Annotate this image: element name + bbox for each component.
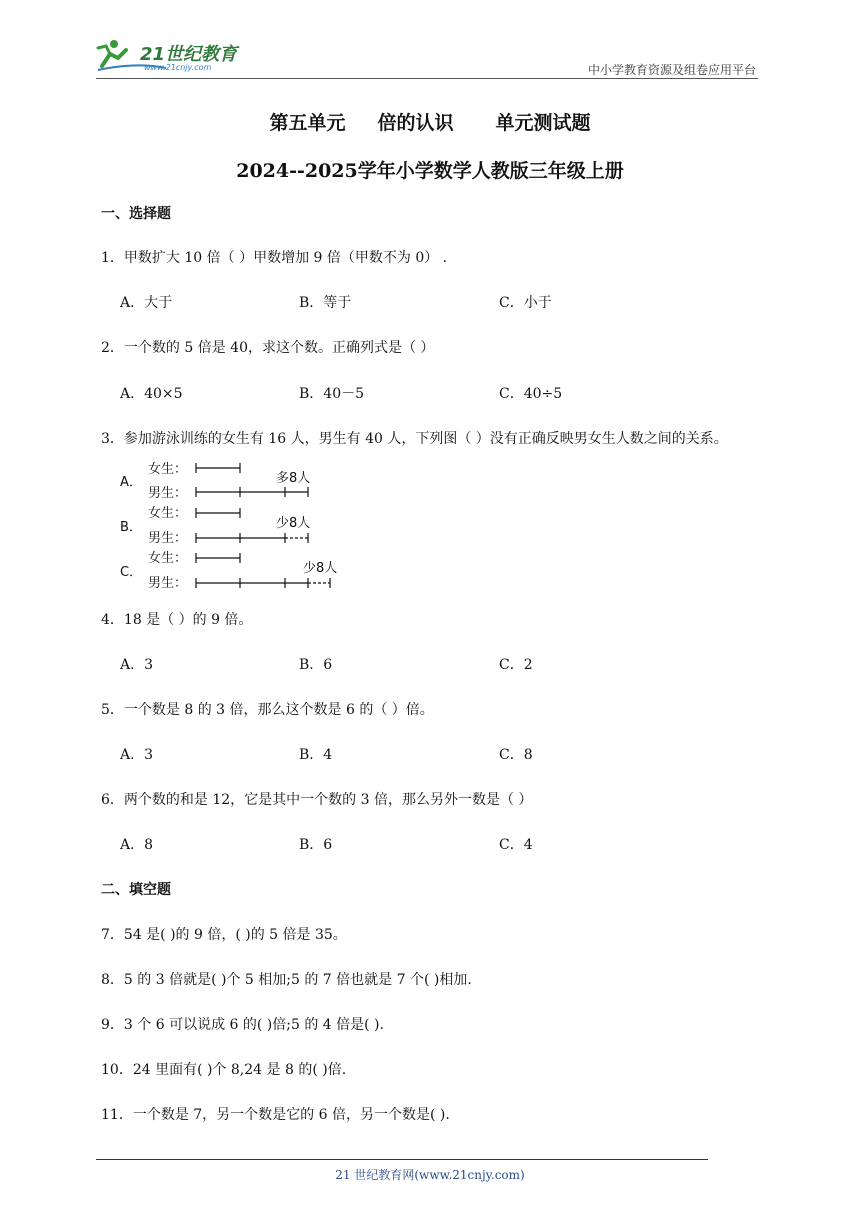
question-3: 3．参加游泳训练的女生有 16 人，男生有 40 人，下列图（ ）没有正确反映男女生人数之间的关系。 bbox=[101, 431, 728, 447]
q4-option-c: C．2 bbox=[499, 657, 533, 673]
q6-option-b: B．6 bbox=[299, 837, 333, 853]
q3-boy-c: 男生： bbox=[148, 576, 188, 591]
q3-note-a: 多8人 bbox=[276, 471, 311, 486]
page-title bbox=[0, 108, 860, 135]
q1-option-c: C．小于 bbox=[499, 295, 552, 311]
q3-girl-b: 女生： bbox=[148, 506, 188, 521]
q3-label-c: C． bbox=[120, 565, 143, 580]
q5-option-c: C．8 bbox=[499, 747, 533, 763]
question-8: 8．5 的 3 倍就是( )个 5 相加;5 的 7 倍也就是 7 个( )相加. bbox=[101, 972, 472, 988]
page-subtitle: 2024--2025学年小学数学人教版三年级上册 bbox=[236, 160, 624, 182]
q3-boy-b: 男生： bbox=[148, 531, 188, 546]
q3-label-a: A． bbox=[120, 475, 142, 490]
platform-text: 中小学教育资源及组卷应用平台 bbox=[587, 63, 756, 77]
q2-option-a: A．40×5 bbox=[120, 386, 183, 402]
question-4: 4．18 是（ ）的 9 倍。 bbox=[101, 612, 253, 628]
question-5: 5．一个数是 8 的 3 倍，那么这个数是 6 的（ ）倍。 bbox=[101, 702, 434, 718]
logo bbox=[96, 36, 256, 76]
q1-option-a: A．大于 bbox=[120, 295, 173, 311]
section-fill-heading: 二、填空题 bbox=[101, 882, 171, 898]
footer-divider bbox=[96, 1159, 708, 1160]
question-2: 2．一个数的 5 倍是 40，求这个数。正确列式是（ ） bbox=[101, 340, 435, 356]
title-topic: 倍的认识 bbox=[377, 112, 454, 134]
title-test: 单元测试题 bbox=[495, 112, 591, 134]
question-6: 6．两个数的和是 12，它是其中一个数的 3 倍，那么另外一数是（ ） bbox=[101, 792, 533, 808]
question-1: 1．甲数扩大 10 倍（ ）甲数增加 9 倍（甲数不为 0） . bbox=[101, 250, 448, 266]
q3-note-c: 少8人 bbox=[303, 561, 338, 576]
question-7: 7．54 是( )的 9 倍，( )的 5 倍是 35。 bbox=[101, 927, 347, 943]
q2-option-c: C．40÷5 bbox=[499, 386, 563, 402]
question-9: 9．3 个 6 可以说成 6 的( )倍;5 的 4 倍是( ). bbox=[101, 1017, 384, 1033]
logo-url: www.21cnjy.com bbox=[144, 63, 212, 72]
q4-option-a: A．3 bbox=[120, 657, 154, 673]
q5-option-a: A．3 bbox=[120, 747, 154, 763]
q1-option-b: B．等于 bbox=[299, 295, 352, 311]
q2-option-b: B．40－5 bbox=[299, 386, 365, 402]
q3-boy-a: 男生： bbox=[148, 486, 188, 501]
q4-option-b: B．6 bbox=[299, 657, 333, 673]
q6-option-c: C．4 bbox=[499, 837, 533, 853]
q3-diagram bbox=[118, 458, 358, 598]
q3-note-b: 少8人 bbox=[276, 516, 311, 531]
section-choice-heading: 一、选择题 bbox=[101, 206, 171, 222]
q5-option-b: B．4 bbox=[299, 747, 333, 763]
question-10: 10．24 里面有( )个 8,24 是 8 的( )倍. bbox=[101, 1062, 347, 1078]
q3-label-b: B． bbox=[120, 520, 142, 535]
title-unit: 第五单元 bbox=[269, 112, 346, 134]
footer-link[interactable]: 21 世纪教育网(www.21cnjy.com) bbox=[335, 1168, 525, 1182]
logo-text: 21世纪教育 bbox=[140, 44, 238, 65]
question-11: 11．一个数是 7，另一个数是它的 6 倍，另一个数是( ). bbox=[101, 1107, 450, 1123]
q3-girl-a: 女生： bbox=[148, 462, 188, 477]
q6-option-a: A．8 bbox=[120, 837, 154, 853]
header-divider bbox=[96, 78, 758, 79]
q3-girl-c: 女生： bbox=[148, 551, 188, 566]
